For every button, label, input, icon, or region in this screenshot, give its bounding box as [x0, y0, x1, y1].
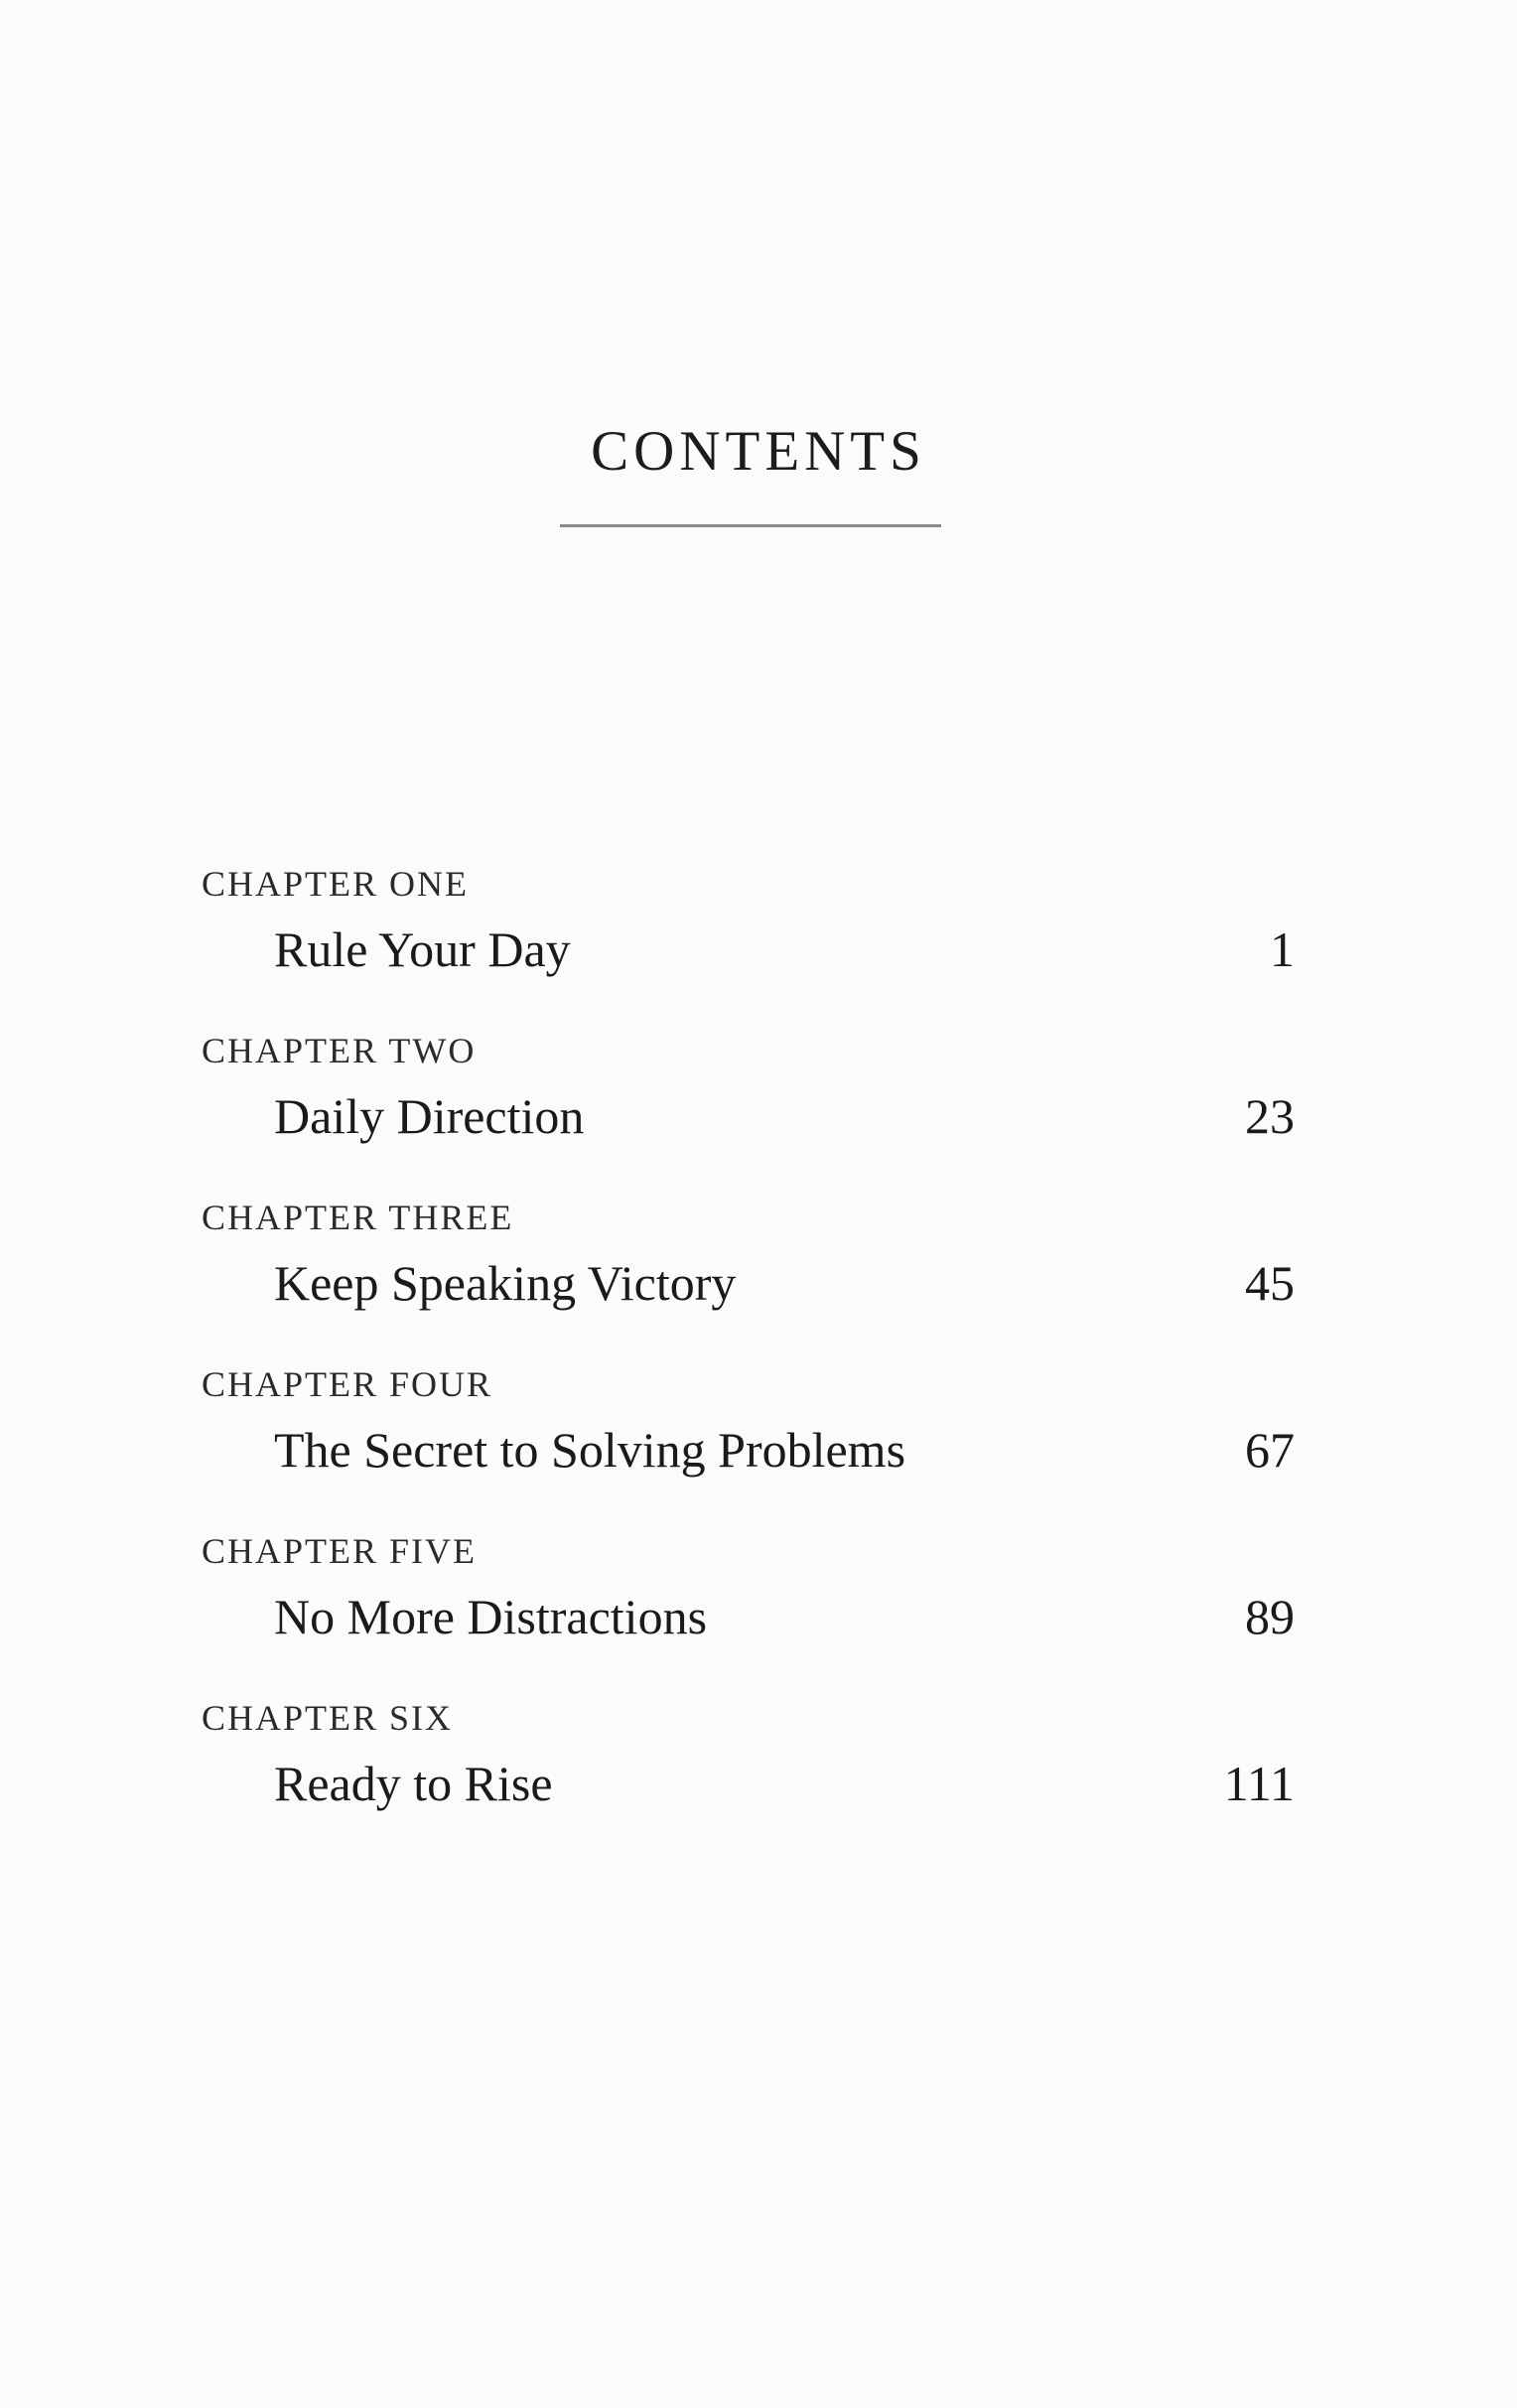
toc-entry: [0, 1021, 1517, 1188]
toc-entry: [0, 1188, 1517, 1354]
chapter-label: CHAPTER FIVE: [202, 1531, 478, 1571]
page-number: 89: [1245, 1589, 1295, 1644]
page-number: 45: [1245, 1255, 1295, 1311]
title-underline: [560, 524, 941, 527]
chapter-label: CHAPTER FOUR: [202, 1364, 493, 1404]
chapter-title: Keep Speaking Victory: [274, 1255, 737, 1311]
page-number: 67: [1245, 1422, 1295, 1478]
toc-entry: [0, 1354, 1517, 1521]
toc-entry: [0, 854, 1517, 1021]
page-number: 23: [1245, 1088, 1295, 1144]
chapter-label: CHAPTER TWO: [202, 1031, 477, 1070]
toc-entry: [0, 1688, 1517, 1855]
chapter-title: Daily Direction: [274, 1088, 585, 1144]
table-of-contents: [0, 854, 1517, 1855]
chapter-label: CHAPTER THREE: [202, 1198, 514, 1237]
chapter-title: No More Distractions: [274, 1589, 708, 1644]
toc-entry: [0, 1521, 1517, 1688]
page-number: 111: [1223, 1756, 1295, 1811]
chapter-label: CHAPTER ONE: [202, 864, 470, 904]
chapter-title: Rule Your Day: [274, 921, 571, 977]
chapter-title: Ready to Rise: [274, 1756, 553, 1811]
page-number: 1: [1270, 921, 1295, 977]
chapter-label: CHAPTER SIX: [202, 1698, 454, 1738]
page-title: CONTENTS: [591, 420, 926, 483]
chapter-title: The Secret to Solving Problems: [274, 1422, 906, 1478]
